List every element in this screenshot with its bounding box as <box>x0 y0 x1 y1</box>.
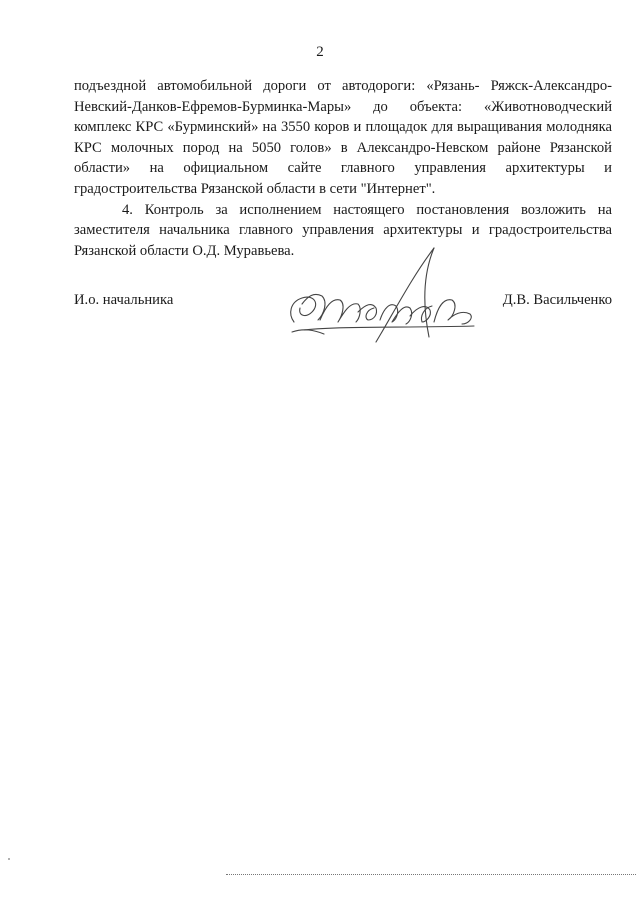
paragraph-4: 4. Контроль за исполнением настоящего постановления возложить на заместителя начальника главного управления архитектуры и градостроительства Рязанской области О.Д. Муравьева. <box>74 201 612 259</box>
scan-speck <box>8 858 10 860</box>
document-body <box>74 76 612 261</box>
paragraph-continued: подъездной автомобильной дороги от автодороги: «Рязань- Ряжск-Александро-Невский-Данков-Ефремов-Бурминка-Мары» до объекта: «Животноводческий комплекс КРС «Бурминский» на 3550 коров и площадок для выращивания молодняка КРС молочных пород на 5050 голов» в Александро-Невском районе Рязанской области» на официальном сайте главного управления архитектуры и градостроительства Рязанской области в сети "Интернет". <box>74 78 612 197</box>
handwritten-signature <box>284 242 484 352</box>
signer-title: И.о. начальника <box>74 292 174 308</box>
page-number: 2 <box>316 44 324 60</box>
signer-name: Д.В. Васильченко <box>502 292 612 308</box>
bottom-scan-line <box>226 874 636 875</box>
signature-block <box>74 292 612 352</box>
